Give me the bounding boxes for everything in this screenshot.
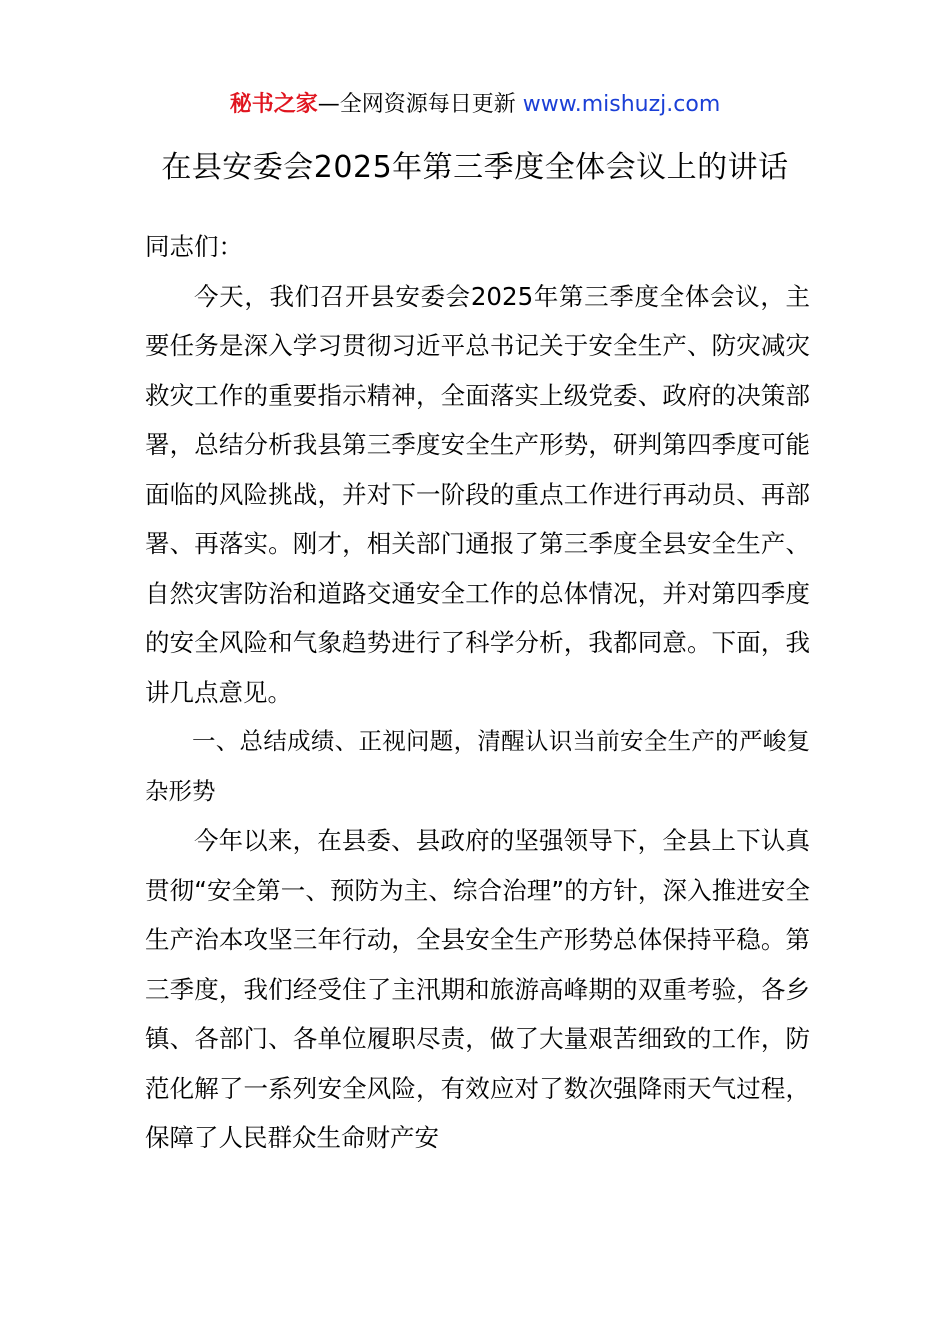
site-url-link[interactable]: www.mishuzj.com <box>522 92 721 117</box>
brand-name: 秘书之家 <box>229 92 318 117</box>
site-header <box>0 88 950 122</box>
document-body <box>145 222 810 1163</box>
document-title: 在县安委会2025年第三季度全体会议上的讲话 <box>161 150 789 185</box>
paragraph-summary: 今年以来，在县委、县政府的坚强领导下，全县上下认真贯彻“安全第一、预防为主、综合治理”的方针，深入推进安全生产治本攻坚三年行动，全县安全生产形势总体保持平稳。第三季度，我们经受住了主汛期和旅游高峰期的双重考验，各乡镇、各部门、各单位履职尽责，做了大量艰苦细致的工作，防范化解了一系列安全风险，有效应对了数次强降雨天气过程，保障了人民群众生命财产安 <box>145 826 810 1152</box>
header-tagline: —全网资源每日更新 <box>317 92 523 117</box>
salutation: 同志们： <box>145 232 243 261</box>
section-heading: 一、总结成绩、正视问题，清醒认识当前安全生产的严峻复杂形势 <box>145 727 810 805</box>
paragraph-opening: 今天，我们召开县安委会2025年第三季度全体会议，主要任务是深入学习贯彻习近平总书记关于安全生产、防灾减灾救灾工作的重要指示精神，全面落实上级党委、政府的决策部署，总结分析我县第三季度安全生产形势，研判第四季度可能面临的风险挑战，并对下一阶段的重点工作进行再动员、再部署、再落实。刚才，相关部门通报了第三季度全县安全生产、自然灾害防治和道路交通安全工作的总体情况，并对第四季度的安全风险和气象趋势进行了科学分析，我都同意。下面，我讲几点意见。 <box>145 281 810 707</box>
